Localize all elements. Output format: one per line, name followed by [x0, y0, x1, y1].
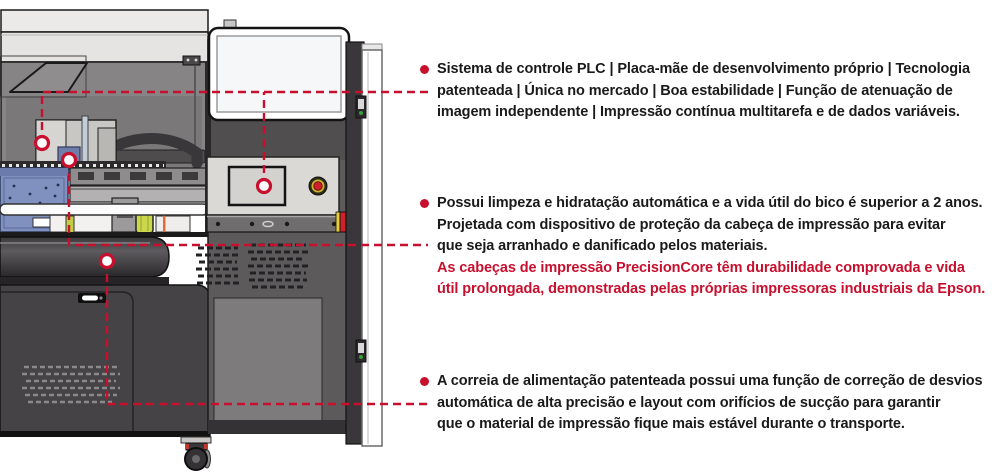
emergency-stop-button[interactable]: [309, 177, 327, 195]
machine-control-panel: [207, 157, 350, 232]
machine-top-cover: [1, 10, 208, 62]
marker-printhead: [63, 154, 76, 167]
marker-control-display: [258, 180, 271, 193]
annotation-line: imagem independente | Impressão contínua multitarefa e de dados variáveis.: [437, 104, 960, 120]
annotation-line: patenteada | Única no mercado | Boa estabilidade | Função de atenuação de: [437, 82, 953, 99]
door-latch-bottom[interactable]: [356, 340, 366, 362]
annotation-feed-belt: [437, 371, 999, 436]
annotation-line-highlight: útil prolongada, demonstradas pelas próprias impressoras industriais da Epson.: [437, 281, 986, 297]
annotation-line-highlight: As cabeças de impressão PrecisionCore têm durabilidade comprovada e vida: [437, 259, 965, 276]
machine-tower: [196, 20, 350, 434]
marker-carriage: [36, 137, 49, 150]
cabinet-handle: [78, 293, 106, 303]
caster-wheel: [181, 437, 211, 470]
bullet-icon: [420, 199, 429, 208]
annotation-plc-control: [437, 59, 999, 124]
annotation-line: que o material de impressão fique mais estável durante o transporte.: [437, 416, 905, 432]
door-latch-top[interactable]: [356, 96, 366, 118]
bottom-cabinet: [0, 285, 210, 437]
annotation-line: que seja arranhado e danificado pelos materiais.: [437, 238, 768, 254]
annotation-line: automática de alta precisão e layout com orifícios de sucção para garantir: [437, 394, 941, 411]
machine-monitor: [209, 20, 349, 120]
annotation-printhead: [437, 193, 999, 301]
annotation-line: Projetada com dispositivo de proteção da cabeça de impressão para evitar: [437, 216, 946, 233]
annotation-line: A correia de alimentação patenteada possui uma função de correção de desvios: [437, 373, 983, 389]
bullet-icon: [420, 377, 429, 386]
annotation-line: Possui limpeza e hidratação automática e a vida útil do bico é superior a 2 anos.: [437, 195, 983, 211]
bullet-icon: [420, 65, 429, 74]
marker-belt: [101, 255, 114, 268]
annotation-line: Sistema de controle PLC | Placa-mãe de desenvolvimento próprio | Tecnologia: [437, 61, 970, 77]
